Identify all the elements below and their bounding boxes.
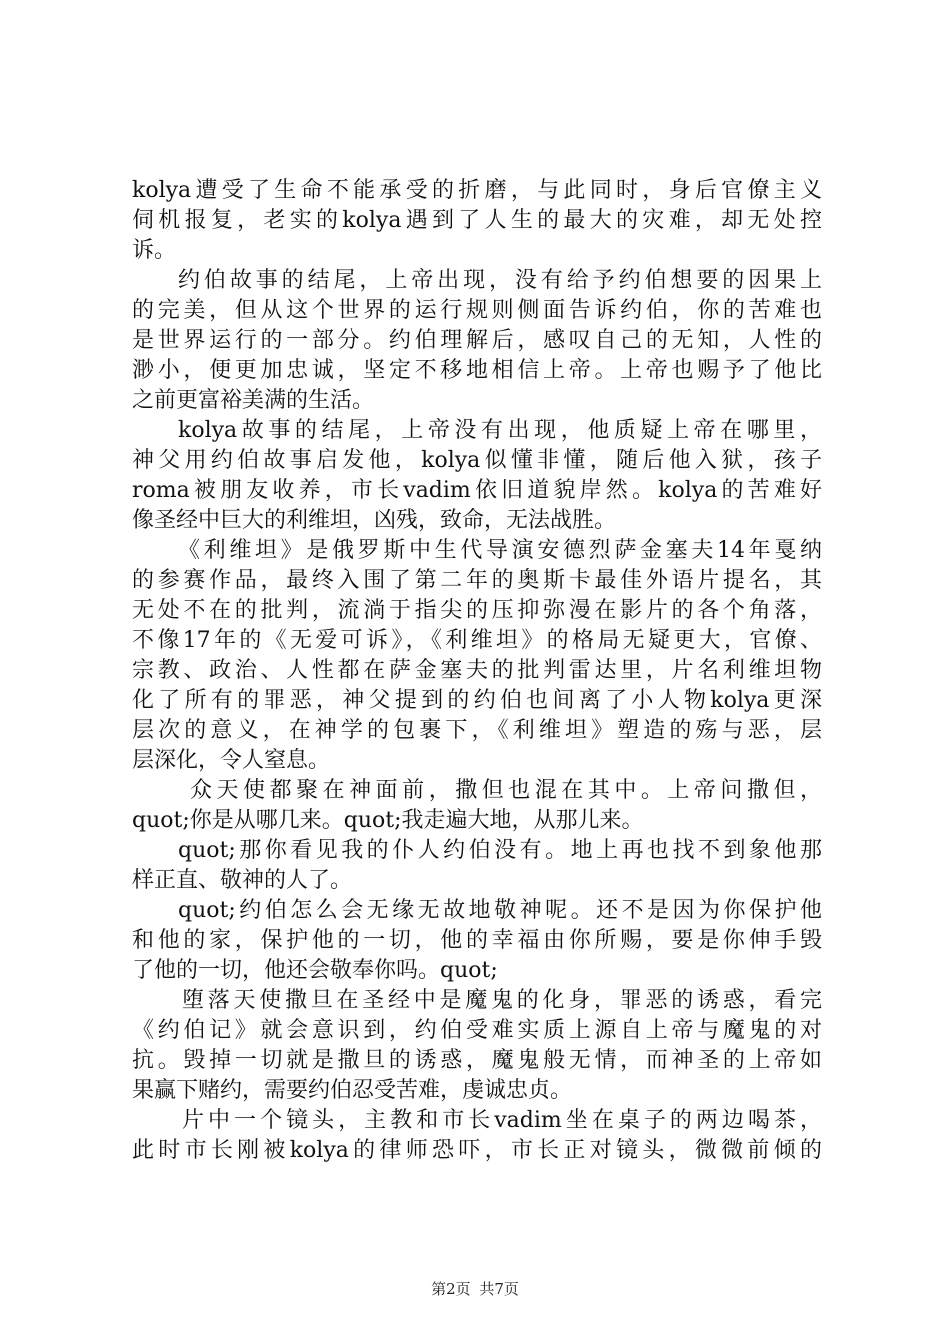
text-line: 的完美，但从这个世界的运行规则侧面告诉约伯，你的苦难也: [132, 298, 822, 323]
text-line: 层深化，令人窒息。: [132, 748, 331, 773]
text-line: 像圣经中巨大的利维坦，凶残，致命，无法战胜。: [132, 508, 617, 533]
text-line: 了他的一切，他还会敬奉你吗。quot;: [132, 958, 498, 983]
text-line: 堕落天使撒旦在圣经中是魔鬼的化身，罪恶的诱惑，看完: [182, 988, 822, 1013]
text-line: 诉。: [132, 238, 177, 263]
page-number: 第2页: [431, 1280, 471, 1298]
text-line: 化了所有的罪恶，神父提到的约伯也间离了小人物kolya更深: [132, 688, 822, 713]
text-line: 和他的家，保护他的一切，他的幸福由你所赐，要是你伸手毁: [132, 928, 822, 953]
text-line: 是世界运行的一部分。约伯理解后，感叹自己的无知，人性的: [132, 328, 822, 353]
text-line: 《利维坦》是俄罗斯中生代导演安德烈萨金塞夫14年戛纳: [178, 538, 822, 563]
text-line: 不像17年的《无爱可诉》，《利维坦》的格局无疑更大，官僚、: [132, 628, 822, 653]
text-line: 无处不在的批判，流淌于指尖的压抑弥漫在影片的各个角落，: [132, 598, 822, 623]
text-line: 渺小，便更加忠诚，坚定不移地相信上帝。上帝也赐予了他比: [132, 358, 822, 383]
text-line: 此时市长刚被kolya的律师恐吓，市长正对镜头，微微前倾的: [132, 1138, 822, 1163]
text-line: 层次的意义，在神学的包裹下，《利维坦》塑造的殇与恶，层: [132, 718, 822, 743]
text-line: 伺机报复，老实的kolya遇到了人生的最大的灾难，却无处控: [132, 208, 822, 233]
text-line: 的参赛作品，最终入围了第二年的奥斯卡最佳外语片提名，其: [132, 568, 822, 593]
text-line: 众天使都聚在神面前，撒但也混在其中。上帝问撒但，: [190, 778, 822, 803]
text-line: 约伯故事的结尾，上帝出现，没有给予约伯想要的因果上: [178, 268, 822, 293]
text-line: kolya故事的结尾，上帝没有出现，他质疑上帝在哪里，: [178, 418, 822, 443]
text-line: quot;你是从哪几来。quot;我走遍大地，从那儿来。: [132, 808, 644, 833]
body-text: [132, 176, 822, 1166]
text-line: kolya遭受了生命不能承受的折磨，与此同时，身后官僚主义: [132, 178, 822, 203]
text-line: 神父用约伯故事启发他，kolya似懂非懂，随后他入狱，孩子: [132, 448, 822, 473]
text-line: quot;那你看见我的仆人约伯没有。地上再也找不到象他那: [178, 838, 822, 863]
text-line: quot;约伯怎么会无缘无故地敬神呢。还不是因为你保护他: [178, 898, 822, 923]
text-line: 果赢下赌约，需要约伯忍受苦难，虔诚忠贞。: [132, 1078, 573, 1103]
text-line: roma被朋友收养，市长vadim依旧道貌岸然。kolya的苦难好: [132, 478, 822, 503]
page-total: 共7页: [479, 1280, 519, 1298]
text-line: 《约伯记》就会意识到，约伯受难实质上源自上帝与魔鬼的对: [132, 1018, 822, 1043]
text-line: 宗教、政治、人性都在萨金塞夫的批判雷达里，片名利维坦物: [132, 658, 822, 683]
text-line: 之前更富裕美满的生活。: [132, 388, 375, 413]
page-footer: [0, 1278, 950, 1299]
text-line: 样正直、敬神的人了。: [132, 868, 353, 893]
text-line: 片中一个镜头，主教和市长vadim坐在桌子的两边喝茶，: [182, 1108, 822, 1133]
text-line: 抗。毁掉一切就是撒旦的诱惑，魔鬼般无情，而神圣的上帝如: [132, 1048, 822, 1073]
